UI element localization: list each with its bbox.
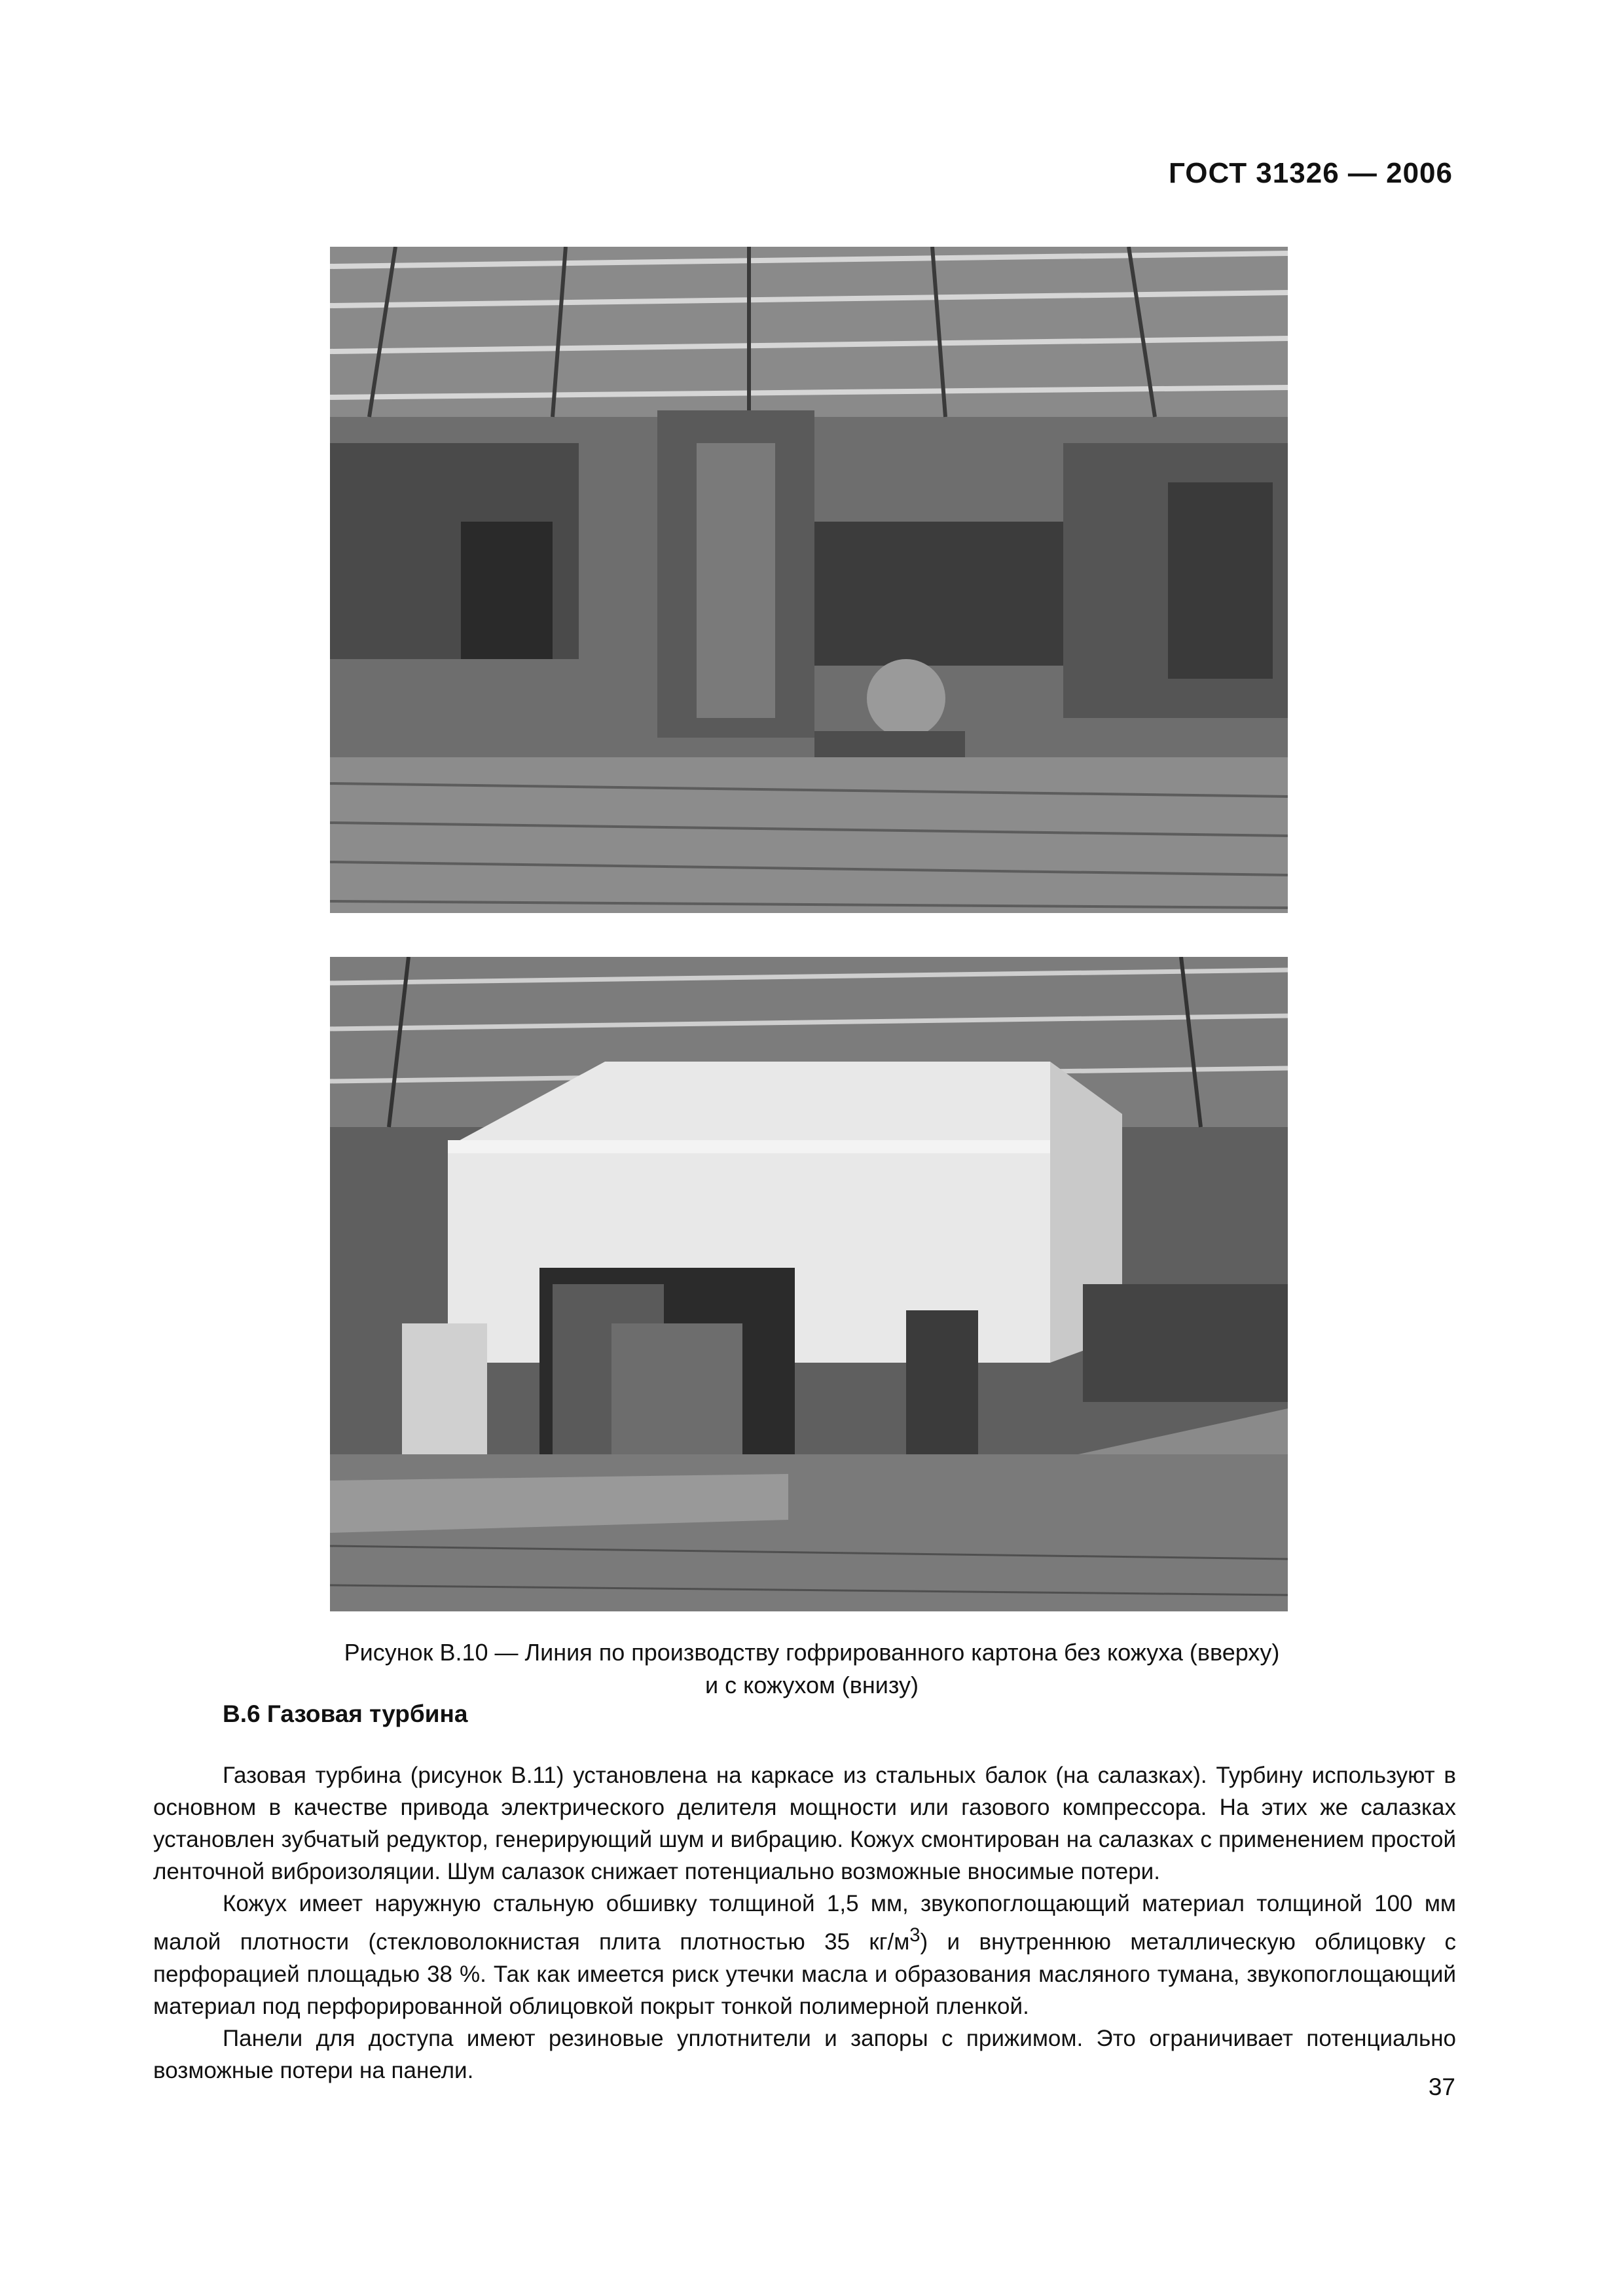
figure-caption-line-1: Рисунок В.10 — Линия по производству гофрированного картона без кожуха (вверху) <box>344 1639 1280 1666</box>
superscript-3: 3 <box>909 1925 921 1946</box>
figure-caption-line-2: и с кожухом (внизу) <box>705 1672 919 1698</box>
figure-caption <box>164 1636 1460 1702</box>
page-number: 37 <box>1428 2073 1455 2100</box>
photo-line-with-enclosure <box>330 957 1288 1611</box>
paragraph-1: Газовая турбина (рисунок В.11) установлена на каркасе из стальных балок (на салазках). Турбину используют в основном в качестве привода электрического делителя мощности или газового компрессора. На этих же салазках установлен зубчатый редуктор, генерирующий шум и вибрацию. Кожух смонтирован на салазках с применением простой ленточной виброизоляции. Шум салазок снижает потенциально возможные вносимые потери. <box>153 1763 1456 1884</box>
paragraph-3: Панели для доступа имеют резиновые уплотнители и запоры с прижимом. Это ограничивает потенциально возможные потери на панели. <box>153 2025 1456 2083</box>
photo-bottom-graphic <box>330 957 1288 1611</box>
photo-line-without-enclosure <box>330 247 1288 913</box>
section-heading: В.6 Газовая турбина <box>223 1700 468 1727</box>
body-text <box>153 1759 1456 2087</box>
running-header: ГОСТ 31326 — 2006 <box>1168 157 1453 189</box>
paragraph-2 <box>153 1888 1456 2022</box>
paragraph-2-part-1: Кожух имеет наружную стальную обшивку толщиной 1,5 мм, звукопоглощающий материал толщиной 100 мм малой плотности (стекловолокнистая плита плотностью 35 кг/м <box>153 1891 1456 1955</box>
paragraph-2-part-2: ) и внутреннюю металлическую облицовку с перфорацией площадью 38 %. Так как имеется риск утечки масла и образования масляного тумана, звукопоглощающий материал под перфорированной облицовкой покрыт тонкой полимерной пленкой. <box>153 1929 1456 2019</box>
photo-top-graphic <box>330 247 1288 913</box>
